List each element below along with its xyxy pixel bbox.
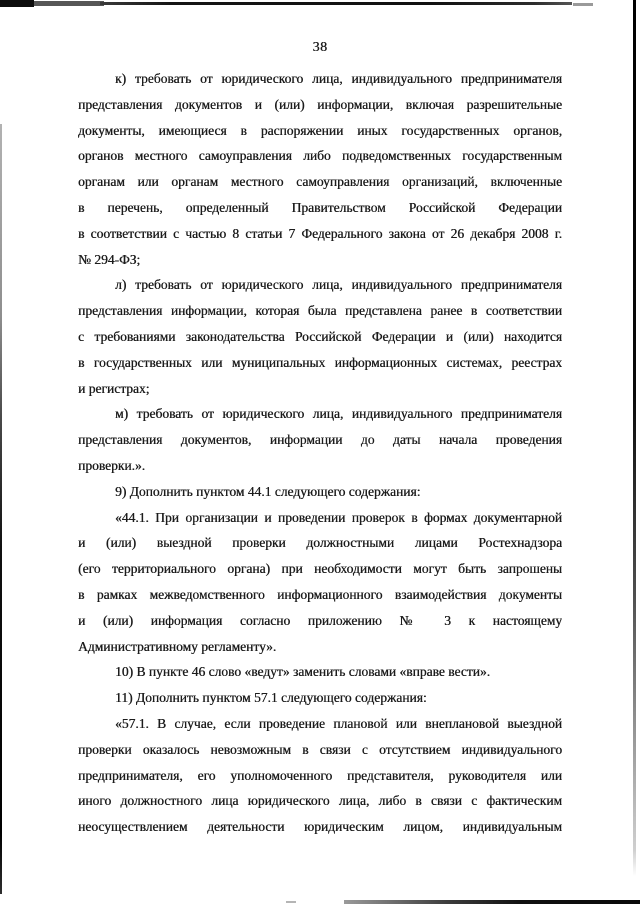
- text-line: в рамках межведомственного информационного взаимодействия документы: [78, 586, 562, 602]
- text-line: в перечень, определенный Правительством Российской Федерации: [78, 199, 562, 215]
- text-line: № 294-ФЗ;: [78, 251, 141, 267]
- scan-artifact-top-bar: [100, 2, 572, 5]
- paragraph: [78, 66, 562, 272]
- scan-artifact-top-bar-left: [0, 0, 34, 7]
- document-body: [78, 66, 562, 840]
- text-line: иного должностного лица юридического лица, либо в связи с фактическим: [78, 793, 562, 809]
- text-line: (его территориального органа) при необходимости могут быть запрошены: [78, 561, 562, 577]
- text-line: проверки.».: [78, 457, 146, 473]
- text-line: представления документов, информации до даты начала проведения: [78, 432, 562, 448]
- scan-artifact-top-dash: [573, 3, 593, 6]
- text-line: органов местного самоуправления либо подведомственных государственным: [78, 148, 562, 164]
- text-line: 9) Дополнить пунктом 44.1 следующего содержания:: [115, 483, 421, 499]
- text-line: 10) В пункте 46 слово «ведут» заменить словами «вправе вести».: [115, 664, 491, 680]
- text-line: 11) Дополнить пунктом 57.1 следующего содержания:: [115, 690, 427, 706]
- scan-artifact-left-edge-line: [0, 124, 2, 894]
- text-line: проверки оказалось невозможным в связи с отсутствием индивидуального: [78, 741, 562, 757]
- scan-artifact-top-bar-gray: [34, 1, 104, 6]
- paragraph: [78, 711, 562, 840]
- page-number: 38: [312, 40, 328, 55]
- text-line: в государственных или муниципальных информационных системах, реестрах: [78, 354, 562, 370]
- text-line: к) требовать от юридического лица, индивидуального предпринимателя: [115, 71, 562, 86]
- text-line: л) требовать от юридического лица, индивидуального предпринимателя: [115, 277, 562, 293]
- text-line: «44.1. При организации и проведении проверок в формах документарной: [115, 509, 562, 525]
- scan-artifact-bottom-dots: [286, 901, 296, 903]
- paragraph: [78, 505, 562, 660]
- paragraph: [78, 659, 562, 685]
- paragraph: [78, 401, 562, 478]
- text-line: предпринимателя, его уполномоченного представителя, руководителя или: [78, 767, 562, 783]
- text-line: и (или) выездной проверки должностными лицами Ростехнадзора: [78, 535, 562, 551]
- text-line: и (или) информация согласно приложению № 3 к настоящему: [78, 612, 562, 628]
- paragraph: [78, 272, 562, 401]
- text-line: представления документов и (или) информации, включая разрешительные: [78, 96, 562, 112]
- text-line: и регистрах;: [78, 380, 150, 396]
- text-line: органам или органам местного самоуправления организаций, включенные: [78, 174, 562, 190]
- text-line: «57.1. В случае, если проведение плановой или внеплановой выездной: [115, 715, 562, 731]
- text-line: с требованиями законодательства Российской Федерации и (или) находится: [78, 328, 562, 344]
- text-line: представления информации, которая была представлена ранее в соответствии: [78, 303, 562, 319]
- text-line: документы, имеющиеся в распоряжении иных государственных органов,: [78, 122, 562, 138]
- text-line: м) требовать от юридического лица, индивидуального предпринимателя: [115, 406, 562, 422]
- text-line: Административному регламенту».: [78, 638, 277, 654]
- text-line: неосуществлением деятельности юридическим лицом, индивидуальным: [78, 819, 562, 835]
- paragraph: [78, 685, 562, 711]
- scan-artifact-bottom-bar: [344, 900, 640, 904]
- paragraph: [78, 479, 562, 505]
- text-line: в соответствии с частью 8 статьи 7 Федерального закона от 26 декабря 2008 г.: [78, 225, 562, 241]
- scan-artifact-right-edge-line: [633, 0, 636, 876]
